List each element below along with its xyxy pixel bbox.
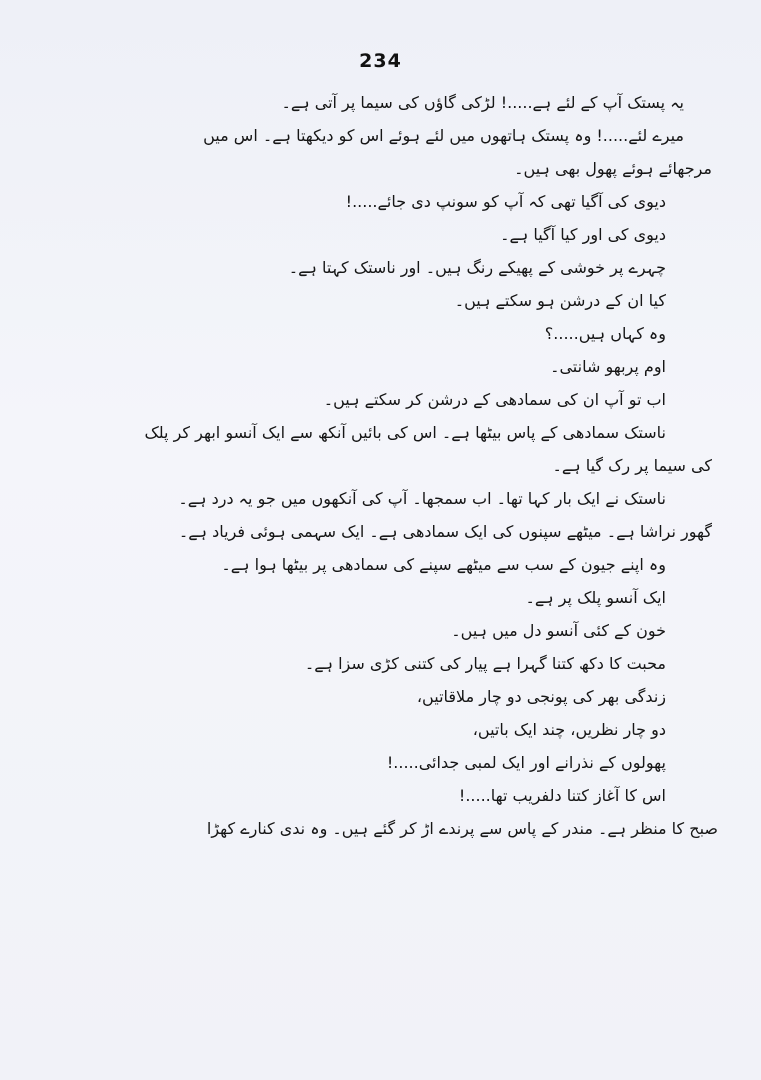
text-line: کی سیما پر رک گیا ہے۔ [552, 456, 712, 475]
text-line: میرے لئے.....! وہ پستک ہاتھوں میں لئے ہوئے اس کو دیکھتا ہے۔ اس میں [203, 126, 684, 145]
text-line: محبت کا دکھ کتنا گہرا ہے پیار کی کتنی کڑی سزا ہے۔ [304, 654, 666, 673]
text-line: زندگی بھر کی پونجی دو چار ملاقاتیں، [416, 687, 666, 706]
text-line: وہ کہاں ہیں.....؟ [544, 324, 666, 343]
text-line: گھور نراشا ہے۔ میٹھے سپنوں کی ایک سمادھی ہے۔ ایک سہمی ہوئی فریاد ہے۔ [178, 522, 712, 541]
text-line: چہرے پر خوشی کے پھیکے رنگ ہیں۔ اور ناستک کہتا ہے۔ [288, 258, 666, 277]
text-line: اوم پربھو شانتی۔ [550, 357, 666, 376]
text-line: پھولوں کے نذرانے اور ایک لمبی جدائی.....! [386, 753, 666, 772]
text-line: مرجھائے ہوئے پھول بھی ہیں۔ [514, 159, 712, 178]
text-line: وہ اپنے جیون کے سب سے میٹھے سپنے کی سمادھی پر بیٹھا ہوا ہے۔ [221, 555, 666, 574]
text-line: دیوی کی آگیا تھی کہ آپ کو سونپ دی جائے.....! [345, 192, 666, 211]
page-number: 234 [359, 50, 402, 72]
text-line: اس کا آغاز کتنا دلفریب تھا.....! [458, 786, 666, 805]
urdu-text-body [40, 86, 718, 845]
text-line: ایک آنسو پلک پر ہے۔ [525, 588, 666, 607]
text-line: خون کے کئی آنسو دل میں ہیں۔ [451, 621, 666, 640]
text-line: کیا ان کے درشن ہو سکتے ہیں۔ [454, 291, 666, 310]
text-line: صبح کا منظر ہے۔ مندر کے پاس سے پرندے اڑ کر گئے ہیں۔ وہ ندی کنارے کھڑا [206, 819, 718, 838]
text-line: دو چار نظریں، چند ایک باتیں، [472, 720, 666, 739]
text-line: ناستک نے ایک بار کہا تھا۔ اب سمجھا۔ آپ کی آنکھوں میں جو یہ درد ہے۔ [178, 489, 666, 508]
text-line: یہ پستک آپ کے لئے ہے.....! لڑکی گاؤں کی سیما پر آتی ہے۔ [281, 93, 684, 112]
text-line: دیوی کی اور کیا آگیا ہے۔ [500, 225, 666, 244]
text-line: اب تو آپ ان کی سمادھی کے درشن کر سکتے ہیں۔ [323, 390, 666, 409]
text-line: ناستک سمادھی کے پاس بیٹھا ہے۔ اس کی بائیں آنکھ سے ایک آنسو ابھر کر پلک [144, 423, 666, 442]
